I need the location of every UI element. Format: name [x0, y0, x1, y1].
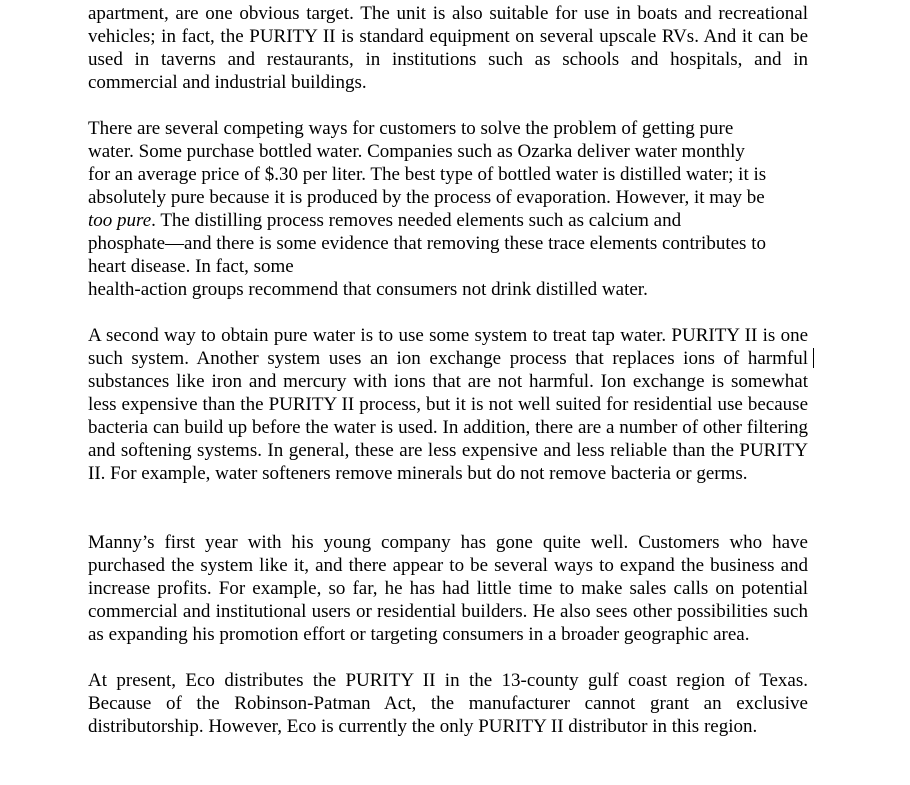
text-line: heart disease. In fact, some — [88, 256, 294, 277]
text-cursor — [813, 348, 814, 368]
text-line: somewhat less expensive than the PURITY II process, but it is not well suited for — [88, 371, 808, 415]
text-line: do not remove bacteria or germs. — [496, 463, 748, 484]
text-line: and less reliable than the PURITY II. For example, water softeners remove minerals but — [88, 440, 808, 484]
document-page[interactable] — [88, 2, 808, 738]
text-line: water. Some purchase bottled water. Companies such as Ozarka deliver water monthly — [88, 141, 745, 162]
text-line: . The distilling process removes needed elements such as calcium and — [151, 210, 682, 231]
text-line: RVs. And it can be used in taverns and restaurants, in institutions such as schools and — [88, 26, 808, 70]
paragraph-competing-ways — [88, 117, 808, 301]
text-line: At present, Eco distributes the PURITY II in the 13-county gulf coast region of Texas. — [88, 670, 808, 691]
text-line: apartment, are one obvious target. The unit is also suitable for use in boats and — [88, 3, 712, 24]
paragraph-second-way — [88, 324, 808, 485]
paragraph-first-year — [88, 531, 808, 646]
text-line: absolutely pure because it is produced by the process of evaporation. However, it may be — [88, 187, 765, 208]
text-line: Because of the Robinson-Patman Act, the manufacturer cannot grant an exclusive — [88, 693, 808, 714]
paragraph-target-markets — [88, 2, 808, 94]
text-line: distributorship. However, Eco is currently the only PURITY II distributor in this region. — [88, 716, 758, 737]
text-line: recreational vehicles; in fact, the PURITY II is standard equipment on several upscale — [88, 3, 808, 47]
paragraph-spacer — [88, 94, 808, 117]
paragraph-at-present — [88, 669, 808, 738]
text-line: are a number of other filtering and softening systems. In general, these are less expensive — [88, 417, 809, 461]
text-line: phosphate—and there is some evidence that removing these trace elements contributes to — [88, 233, 766, 254]
text-line: for an average price of $.30 per liter. The best type of bottled water is distilled water; it is — [88, 164, 767, 185]
text-line: one such system. Another system uses an ion exchange process that replaces ions of — [88, 325, 809, 369]
paragraph-spacer — [88, 485, 808, 531]
paragraph-spacer — [88, 646, 808, 669]
text-line: There are several competing ways for customers to solve the problem of getting pure — [88, 118, 734, 139]
text-line: purchased the system like it, and there appear to be several ways to expand the business — [88, 555, 775, 576]
text-line: harmful substances like iron and mercury with ions that are not harmful. Ion exchange is — [88, 348, 809, 392]
paragraph-spacer — [88, 301, 808, 324]
text-line: hospitals, and in commercial and industrial buildings. — [88, 49, 808, 93]
text-line: geographic area. — [623, 624, 750, 645]
text-line: possibilities such as expanding his promotion effort or targeting consumers in a broader — [88, 601, 808, 645]
text-line: Manny’s first year with his young company has gone quite well. Customers who have — [88, 532, 808, 553]
emphasis-too-pure: too pure — [88, 210, 152, 231]
text-line: residential use because bacteria can build up before the water is used. In addition, there — [88, 394, 809, 438]
text-line: potential commercial and institutional users or residential builders. He also sees other — [88, 578, 808, 622]
text-line: health-action groups recommend that consumers not drink distilled water. — [88, 279, 648, 300]
text-line: and increase profits. For example, so far, he has had little time to make sales calls on — [88, 555, 809, 599]
text-line: A second way to obtain pure water is to use some system to treat tap water. PURITY II is — [88, 325, 776, 346]
